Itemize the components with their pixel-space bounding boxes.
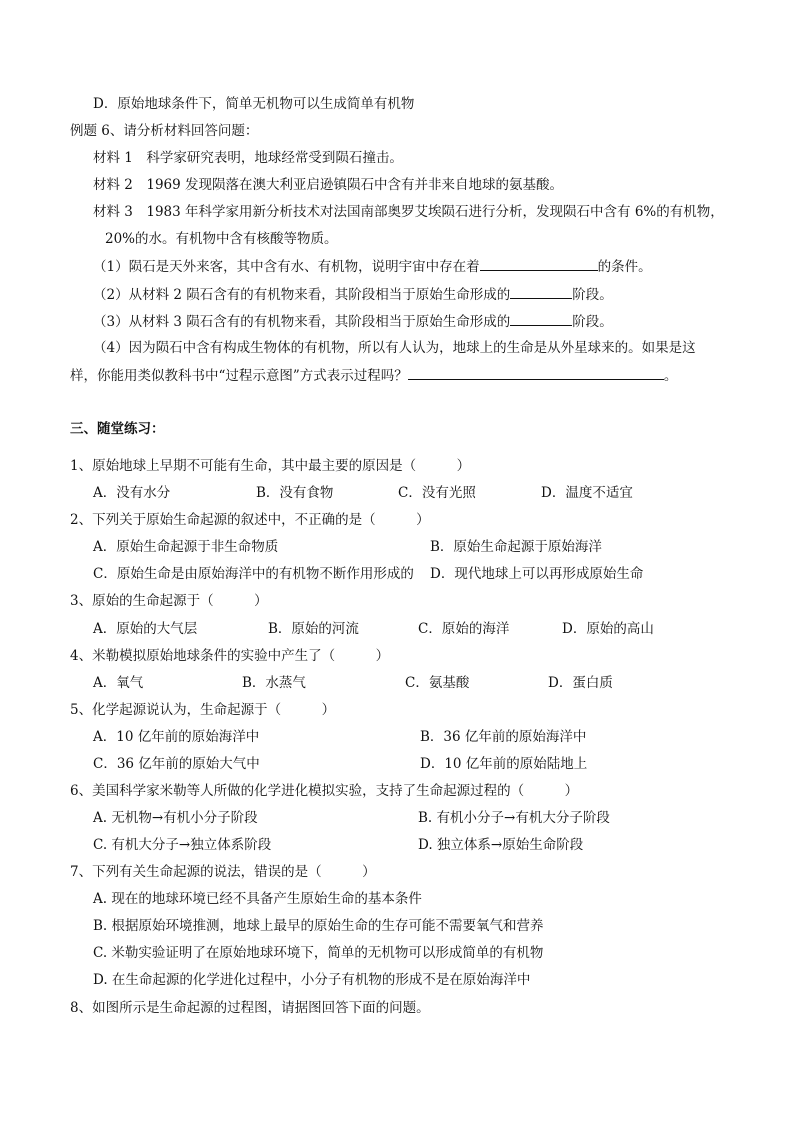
question-2 bbox=[93, 284, 613, 305]
option-d-carryover: D．原始地球条件下，简单无机物可以生成简单有机物 bbox=[93, 96, 415, 112]
exercise-7-stem: 7、下列有关生命起源的说法，错误的是（ ） bbox=[70, 864, 376, 880]
exercise-5-option-a[interactable]: A．10 亿年前的原始海洋中 bbox=[93, 729, 260, 745]
material-1: 材料 1 科学家研究表明，地球经常受到陨石撞击。 bbox=[93, 150, 403, 166]
question-4-line-1: （4）因为陨石中含有构成生物体的有机物，所以有人认为，地球上的生命是从外星球来的。如果是这 bbox=[93, 340, 696, 356]
answer-blank[interactable] bbox=[480, 256, 598, 271]
exercise-6-option-b[interactable]: B. 有机小分子→有机大分子阶段 bbox=[418, 810, 610, 826]
question-3-suffix: 阶段。 bbox=[572, 314, 613, 330]
material-3-cont: 20%的水。有机物中含有核酸等物质。 bbox=[105, 231, 338, 247]
exercise-4-option-b[interactable]: B．水蒸气 bbox=[242, 675, 306, 691]
material-2: 材料 2 1969 发现陨落在澳大利亚启逊镇陨石中含有并非来自地球的氨基酸。 bbox=[93, 177, 564, 193]
exercise-4-stem: 4、米勒模拟原始地球条件的实验中产生了（ ） bbox=[70, 648, 390, 664]
section-heading: 三、随堂练习： bbox=[70, 421, 165, 437]
question-3-text: （3）从材料 3 陨石含有的有机物来看，其阶段相当于原始生命形成的 bbox=[93, 314, 511, 330]
question-2-text: （2）从材料 2 陨石含有的有机物来看，其阶段相当于原始生命形成的 bbox=[93, 287, 511, 303]
exercise-6-option-a[interactable]: A. 无机物→有机小分子阶段 bbox=[93, 810, 258, 826]
exercise-3-stem: 3、原始的生命起源于（ ） bbox=[70, 593, 268, 609]
exercise-7-option-d[interactable]: D. 在生命起源的化学进化过程中，小分子有机物的形成不是在原始海洋中 bbox=[93, 972, 531, 988]
exercise-7-option-c[interactable]: C. 米勒实验证明了在原始地球环境下，简单的无机物可以形成简单的有机物 bbox=[93, 945, 544, 961]
exercise-3-option-d[interactable]: D．原始的高山 bbox=[562, 621, 654, 637]
question-1 bbox=[93, 256, 652, 277]
answer-blank[interactable] bbox=[510, 311, 572, 326]
exercise-1-option-d[interactable]: D．温度不适宜 bbox=[541, 485, 633, 501]
example-title: 例题 6、请分析材料回答问题： bbox=[70, 123, 259, 139]
question-3 bbox=[93, 311, 613, 332]
exercise-4-option-c[interactable]: C．氨基酸 bbox=[405, 675, 470, 691]
exercise-3-option-b[interactable]: B．原始的河流 bbox=[268, 621, 359, 637]
answer-blank[interactable] bbox=[408, 365, 664, 380]
material-3: 材料 3 1983 年科学家用新分析技术对法国南部奥罗艾埃陨石进行分析，发现陨石中含有 6%的有机物， bbox=[93, 204, 724, 220]
question-4-line-2 bbox=[70, 365, 677, 386]
exercise-3-option-c[interactable]: C．原始的海洋 bbox=[418, 621, 510, 637]
exercise-4-option-a[interactable]: A．氧气 bbox=[93, 675, 144, 691]
question-2-suffix: 阶段。 bbox=[572, 287, 613, 303]
question-4-text: 样，你能用类似教科书中“过程示意图”方式表示过程吗？ bbox=[70, 368, 408, 384]
exercise-1-option-b[interactable]: B．没有食物 bbox=[256, 485, 334, 501]
exercise-6-stem: 6、美国科学家米勒等人所做的化学进化模拟实验，支持了生命起源过程的（ ） bbox=[70, 783, 579, 799]
exercise-1-option-c[interactable]: C．没有光照 bbox=[398, 485, 476, 501]
exercise-7-option-b[interactable]: B. 根据原始环境推测，地球上最早的原始生命的生存可能不需要氧气和营养 bbox=[93, 918, 544, 934]
question-1-text: （1）陨石是天外来客，其中含有水、有机物，说明宇宙中存在着 bbox=[93, 259, 480, 275]
exercise-8-stem: 8、如图所示是生命起源的过程图，请据图回答下面的问题。 bbox=[70, 1000, 430, 1016]
exercise-7-option-a[interactable]: A. 现在的地球环境已经不具备产生原始生命的基本条件 bbox=[93, 891, 422, 907]
exercise-2-option-a[interactable]: A．原始生命起源于非生命物质 bbox=[93, 539, 279, 555]
exercise-6-option-d[interactable]: D. 独立体系→原始生命阶段 bbox=[418, 837, 584, 853]
exercise-1-option-a[interactable]: A．没有水分 bbox=[93, 485, 171, 501]
exercise-5-option-d[interactable]: D．10 亿年前的原始陆地上 bbox=[420, 756, 588, 772]
exercise-3-option-a[interactable]: A．原始的大气层 bbox=[93, 621, 198, 637]
exercise-2-option-d[interactable]: D．现代地球上可以再形成原始生命 bbox=[430, 566, 644, 582]
exercise-1-stem: 1、原始地球上早期不可能有生命，其中最主要的原因是（ ） bbox=[70, 458, 471, 474]
exercise-5-stem: 5、化学起源说认为，生命起源于（ ） bbox=[70, 702, 336, 718]
exercise-6-option-c[interactable]: C. 有机大分子→独立体系阶段 bbox=[93, 837, 272, 853]
exercise-4-option-d[interactable]: D．蛋白质 bbox=[548, 675, 613, 691]
exercise-5-option-b[interactable]: B．36 亿年前的原始海洋中 bbox=[420, 729, 587, 745]
exercise-2-stem: 2、下列关于原始生命起源的叙述中，不正确的是（ ） bbox=[70, 512, 430, 528]
question-1-suffix: 的条件。 bbox=[597, 259, 652, 275]
exercise-5-option-c[interactable]: C．36 亿年前的原始大气中 bbox=[93, 756, 260, 772]
exercise-2-option-b[interactable]: B．原始生命起源于原始海洋 bbox=[430, 539, 602, 555]
question-4-suffix: 。 bbox=[663, 368, 678, 384]
answer-blank[interactable] bbox=[510, 284, 572, 299]
exercise-2-option-c[interactable]: C．原始生命是由原始海洋中的有机物不断作用形成的 bbox=[93, 566, 414, 582]
